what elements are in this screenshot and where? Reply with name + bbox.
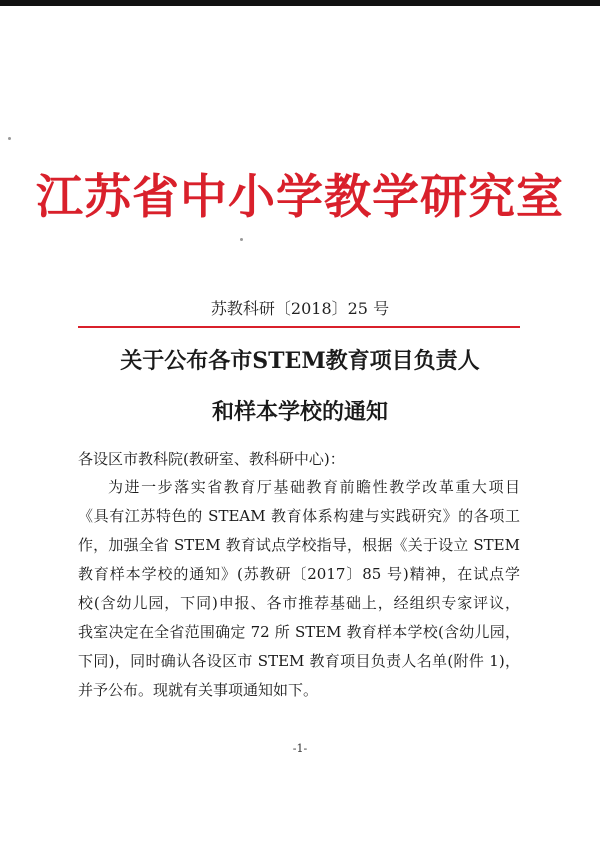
- scan-speck: [8, 137, 11, 140]
- scan-top-edge: [0, 0, 600, 6]
- page-number: -1-: [292, 742, 308, 755]
- body-line: 《具有江苏特色的 STEAM 教育体系构建与实践研究》的各项工: [78, 507, 520, 525]
- red-divider-line: [78, 326, 520, 328]
- document-number: 苏教科研〔2018〕25 号: [210, 299, 390, 318]
- body-line: 并予公布。现就有关事项通知如下。: [78, 681, 319, 699]
- body-line: 作，加强全省 STEM 教育试点学校指导，根据《关于设立 STEM: [78, 536, 520, 554]
- scan-speck: [240, 238, 243, 241]
- body-line: 为进一步落实省教育厅基础教育前瞻性教学改革重大项目: [108, 478, 520, 496]
- body-line: 我室决定在全省范围确定 72 所 STEM 教育样本学校(含幼儿园，: [78, 623, 520, 641]
- notice-title-line-1: 关于公布各市STEM教育项目负责人: [120, 348, 480, 374]
- body-line: 校(含幼儿园，下同)申报、各市推荐基础上，经组织专家评议，: [78, 594, 520, 612]
- notice-title-line-2: 和样本学校的通知: [211, 399, 388, 425]
- issuer-header: 江苏省中小学教学研究室: [36, 170, 564, 225]
- body-line: 教育样本学校的通知》(苏教研〔2017〕85 号)精神，在试点学: [78, 565, 520, 583]
- body-line: 下同)，同时确认各设区市 STEM 教育项目负责人名单(附件 1)，: [78, 652, 520, 670]
- addressee: 各设区市教科院(教研室、教科研中心)：: [78, 450, 345, 468]
